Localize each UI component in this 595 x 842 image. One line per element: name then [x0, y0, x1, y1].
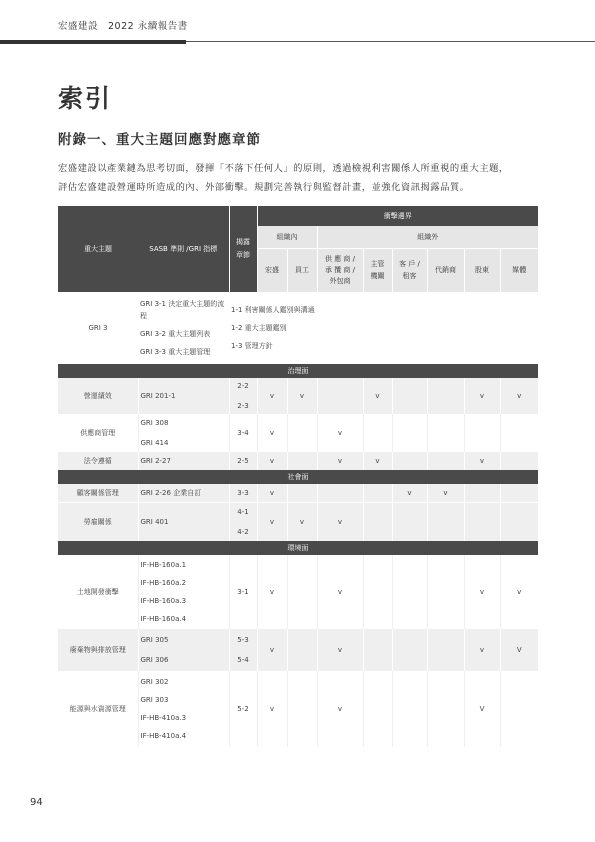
row-topic-legal: 法令遵循 — [83, 457, 112, 465]
row-gri-waste — [138, 629, 229, 671]
row-gri3-items — [138, 292, 229, 364]
mark-customer-media — [500, 484, 538, 503]
header-employee: 員工 — [287, 248, 317, 292]
mark-ops-customer — [392, 378, 427, 414]
mark-legal-employee — [287, 452, 317, 470]
mark-legal-agent — [427, 452, 464, 470]
mark-waste-agent — [427, 629, 464, 671]
mark-labor-employee: v — [287, 503, 317, 541]
gri3-chapter-2: 1-2 重大主題鑑別 — [231, 324, 287, 332]
table-row — [58, 671, 538, 747]
row-chapter-energy: 5-2 — [229, 671, 257, 747]
mark-legal-customer — [392, 452, 427, 470]
mark-ops-shareholder: v — [464, 378, 500, 414]
header-chapter-line-1: 揭露 — [236, 238, 250, 246]
gri3-chapter-3: 1-3 管理方針 — [231, 342, 273, 350]
table-row — [58, 414, 538, 452]
mark-legal-company: v — [257, 452, 287, 470]
intro-line-2: 評估宏盛建設營運時所造成的內、外部衝擊。規劃完善執行與監督計畫，並強化資訊揭露品質。 — [58, 182, 470, 193]
mark-supplier-authority — [363, 414, 392, 452]
intro-paragraph — [58, 159, 538, 197]
page-title: 索引 — [58, 84, 113, 113]
row-topic-ops: 營運績效 — [83, 392, 112, 400]
land-gri-1: IF-HB-160a.1 — [140, 560, 187, 569]
supplier-gri-2: GRI 414 — [140, 439, 169, 447]
header-rule-thin — [186, 41, 595, 42]
mark-energy-shareholder: V — [464, 671, 500, 747]
mark-legal-supplier: v — [317, 452, 363, 470]
mark-customer-employee — [287, 484, 317, 503]
mark-supplier-employee — [287, 414, 317, 452]
header-chapter-line-2: 章節 — [236, 251, 250, 259]
row-topic-supplier: 供應商管理 — [80, 429, 116, 437]
header-standard: SASB 準則 /GRI 指標 — [138, 206, 229, 292]
header-customer — [392, 248, 427, 292]
mark-supplier-company: v — [257, 414, 287, 452]
header-supplier-line-1: 供 應 商 / — [324, 254, 356, 263]
mark-land-company: v — [257, 555, 287, 629]
header-customer-line-2: 租客 — [402, 272, 417, 281]
mark-labor-agent — [427, 503, 464, 541]
row-gri-land — [138, 555, 229, 629]
row-chapter-ops — [229, 378, 257, 414]
mark-waste-supplier: v — [317, 629, 363, 671]
row-topic-land: 土地開發衝擊 — [76, 587, 119, 596]
ops-chapter-1: 2-2 — [237, 382, 249, 390]
row-gri-ops: GRI 201-1 — [138, 378, 229, 414]
gri3-item-3: GRI 3-3 重大主題管理 — [140, 348, 211, 356]
header-internal: 組織內 — [257, 226, 317, 248]
mark-labor-customer — [392, 503, 427, 541]
waste-chapter-2: 5-4 — [237, 655, 249, 664]
row-topic-labor: 勞雇關係 — [83, 517, 112, 526]
table-row — [58, 484, 538, 503]
land-gri-4: IF-HB-160a.4 — [140, 614, 187, 623]
labor-chapter-1: 4-1 — [237, 507, 249, 516]
mark-labor-authority — [363, 503, 392, 541]
gri3-chapter-1: 1-1 利害關係人鑑別與溝通 — [231, 306, 315, 314]
mark-legal-authority: v — [363, 452, 392, 470]
section-governance: 治理面 — [58, 364, 538, 378]
header-customer-line-1: 客 戶 / — [399, 260, 420, 269]
energy-gri-1: GRI 302 — [140, 677, 169, 686]
energy-gri-4: IF-HB-410a.4 — [140, 731, 187, 740]
mark-waste-employee — [287, 629, 317, 671]
mark-customer-agent: v — [427, 484, 464, 503]
mark-energy-authority — [363, 671, 392, 747]
mark-ops-media: v — [500, 378, 538, 414]
mark-supplier-shareholder — [464, 414, 500, 452]
row-chapter-customer: 3-3 — [229, 484, 257, 503]
mark-land-shareholder: v — [464, 555, 500, 629]
mark-legal-media — [500, 452, 538, 470]
mark-customer-supplier — [317, 484, 363, 503]
mark-energy-supplier: v — [317, 671, 363, 747]
energy-gri-2: GRI 303 — [140, 695, 169, 704]
row-gri3-chapters — [229, 292, 538, 364]
row-chapter-land: 3-1 — [229, 555, 257, 629]
header-chapter — [229, 206, 257, 292]
header-media: 媒體 — [500, 248, 538, 292]
mark-labor-company: v — [257, 503, 287, 541]
mark-supplier-customer — [392, 414, 427, 452]
row-gri-legal: GRI 2-27 — [138, 452, 229, 470]
row-chapter-supplier: 3-4 — [229, 414, 257, 452]
waste-gri-1: GRI 305 — [140, 635, 169, 644]
mark-customer-shareholder — [464, 484, 500, 503]
mark-energy-media — [500, 671, 538, 747]
mark-land-authority — [363, 555, 392, 629]
table-row — [58, 629, 538, 671]
header-rule-thick — [0, 40, 186, 44]
mark-waste-media: V — [500, 629, 538, 671]
energy-gri-3: IF-HB-410a.3 — [140, 713, 187, 722]
mark-labor-media — [500, 503, 538, 541]
header-external: 組織外 — [317, 226, 538, 248]
page-subtitle: 附錄一、重大主題回應對應章節 — [58, 132, 261, 148]
table-row — [58, 292, 538, 364]
mark-land-agent — [427, 555, 464, 629]
mark-legal-shareholder: v — [464, 452, 500, 470]
table-row — [58, 555, 538, 629]
running-header: 宏盛建設 2022 永續報告書 — [58, 21, 188, 32]
table-row — [58, 452, 538, 470]
header-topic: 重大主題 — [58, 206, 138, 292]
mark-supplier-media — [500, 414, 538, 452]
header-company: 宏盛 — [257, 248, 287, 292]
mark-customer-company: v — [257, 484, 287, 503]
header-authority — [363, 248, 392, 292]
waste-chapter-1: 5-3 — [237, 635, 249, 644]
mark-labor-shareholder — [464, 503, 500, 541]
section-social: 社會面 — [58, 470, 538, 484]
gri3-item-2: GRI 3-2 重大主題列表 — [140, 330, 211, 338]
header-supplier-line-2: 承 攬 商 / — [324, 265, 356, 274]
header-authority-line-2: 機關 — [370, 272, 385, 281]
header-supplier-line-3: 外包商 — [329, 276, 351, 285]
mark-energy-customer — [392, 671, 427, 747]
mark-ops-company: v — [257, 378, 287, 414]
labor-chapter-2: 4-2 — [237, 527, 249, 536]
intro-line-1: 宏盛建設以產業鏈為思考切面，發揮「不落下任何人」的原則，透過檢視利害關係人所重視的重大主題， — [58, 163, 509, 174]
mark-waste-company: v — [257, 629, 287, 671]
mark-ops-agent — [427, 378, 464, 414]
mark-land-supplier: v — [317, 555, 363, 629]
row-gri-supplier — [138, 414, 229, 452]
header-authority-line-1: 主管 — [370, 260, 385, 269]
row-chapter-waste — [229, 629, 257, 671]
row-topic-gri3: GRI 3 — [88, 324, 108, 332]
header-impact-boundary: 衝擊邊界 — [257, 206, 538, 226]
row-topic-waste: 廢棄物與排放管理 — [69, 645, 126, 654]
land-gri-3: IF-HB-160a.3 — [140, 596, 187, 605]
ops-chapter-2: 2-3 — [237, 402, 249, 410]
row-gri-labor: GRI 401 — [138, 503, 229, 541]
mark-land-media: v — [500, 555, 538, 629]
page-number: 94 — [30, 797, 43, 808]
row-gri-customer: GRI 2-26 企業自訂 — [138, 484, 229, 503]
header-agent: 代銷商 — [427, 248, 464, 292]
row-topic-energy: 能源與水資源管理 — [69, 704, 126, 713]
section-environment: 環境面 — [58, 541, 538, 555]
table-row — [58, 503, 538, 541]
mark-supplier-agent — [427, 414, 464, 452]
mark-ops-authority: v — [363, 378, 392, 414]
mark-waste-authority — [363, 629, 392, 671]
supplier-gri-1: GRI 308 — [140, 419, 169, 427]
gri3-item-1: GRI 3-1 決定重大主題的流程 — [140, 300, 225, 320]
waste-gri-2: GRI 306 — [140, 655, 169, 664]
mark-supplier-supplier: v — [317, 414, 363, 452]
mark-energy-employee — [287, 671, 317, 747]
header-shareholder: 股東 — [464, 248, 500, 292]
mark-waste-customer — [392, 629, 427, 671]
mark-land-customer — [392, 555, 427, 629]
mark-waste-shareholder: v — [464, 629, 500, 671]
row-gri-energy — [138, 671, 229, 747]
table-row — [58, 378, 538, 414]
row-chapter-labor — [229, 503, 257, 541]
mark-land-employee — [287, 555, 317, 629]
mark-ops-supplier — [317, 378, 363, 414]
mark-customer-authority — [363, 484, 392, 503]
mark-customer-customer: v — [392, 484, 427, 503]
header-supplier — [317, 248, 363, 292]
mark-energy-agent — [427, 671, 464, 747]
row-topic-customer: 顧客關係管理 — [76, 489, 119, 497]
mark-ops-employee: v — [287, 378, 317, 414]
row-chapter-legal: 2-5 — [229, 452, 257, 470]
mark-labor-supplier: v — [317, 503, 363, 541]
land-gri-2: IF-HB-160a.2 — [140, 578, 187, 587]
mark-energy-company: v — [257, 671, 287, 747]
material-topics-table — [58, 206, 538, 747]
